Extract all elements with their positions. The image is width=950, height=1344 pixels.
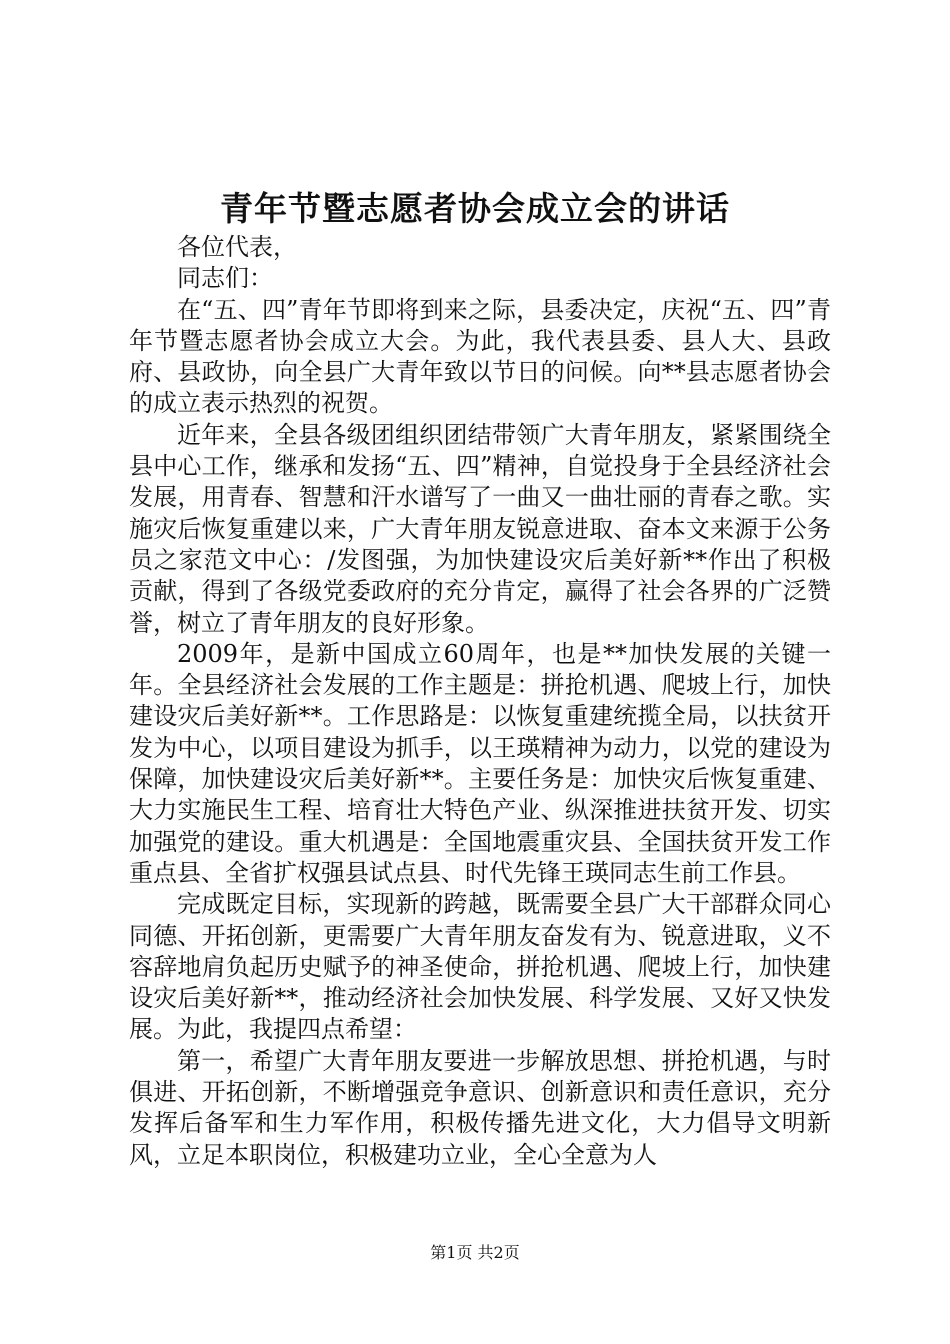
document-body (129, 232, 831, 1171)
document-title: 青年节暨志愿者协会成立会的讲话 (220, 189, 730, 228)
salutation-delegates: 各位代表， (177, 233, 297, 261)
paragraph-achievements: 近年来，全县各级团组织团结带领广大青年朋友，紧紧围绕全县中心工作，继承和发扬“五、四”精神，自觉投身于全县经济社会发展，用青春、智慧和汗水谱写了一曲又一曲壮丽的青春之歌。实施灾后恢复重建以来，广大青年朋友锐意进取、奋本文来源于公务员之家范文中心：/发图强，为加快建设灾后美好新**作出了积极贡献，得到了各级党委政府的充分肯定，赢得了社会各界的广泛赞誉，树立了青年朋友的良好形象。 (129, 420, 831, 637)
paragraph-2009-goals: 2009年，是新中国成立60周年，也是**加快发展的关键一年。全县经济社会发展的工作主题是：拼抢机遇、爬坡上行，加快建设灾后美好新**。工作思路是：以恢复重建统揽全局，以扶贫开发为中心，以项目建设为抓手，以王瑛精神为动力，以党的建设为保障，加快建设灾后美好新**。主要任务是：加快灾后恢复重建、大力实施民生工程、培育壮大特色产业、纵深推进扶贫开发、切实加强党的建设。重大机遇是：全国地震重灾县、全国扶贫开发工作重点县、全省扩权强县试点县、时代先锋王瑛同志生前工作县。 (129, 639, 831, 887)
paragraph-hope-one: 第一，希望广大青年朋友要进一步解放思想、拼抢机遇，与时俱进、开拓创新，不断增强竞争意识、创新意识和责任意识，充分发挥后备军和生力军作用，积极传播先进文化，大力倡导文明新风，立足本职岗位，积极建功立业，全心全意为人 (129, 1046, 831, 1169)
salutation-comrades: 同志们： (177, 264, 273, 293)
page-footer: 第1页 共2页 (430, 1243, 520, 1262)
paragraph-targets: 完成既定目标，实现新的跨越，既需要全县广大干部群众同心同德、开拓创新，更需要广大青年朋友奋发有为、锐意进取，义不容辞地肩负起历史赋予的神圣使命，拼抢机遇、爬坡上行，加快建设灾后美好新**，推动经济社会加快发展、科学发展、又好又快发展。为此，我提四点希望： (129, 890, 831, 1044)
paragraph-opening: 在“五、四”青年节即将到来之际，县委决定，庆祝“五、四”青年节暨志愿者协会成立大会。为此，我代表县委、县人大、县政府、县政协，向全县广大青年致以节日的问候。向**县志愿者协会的成立表示热烈的祝贺。 (129, 295, 831, 418)
